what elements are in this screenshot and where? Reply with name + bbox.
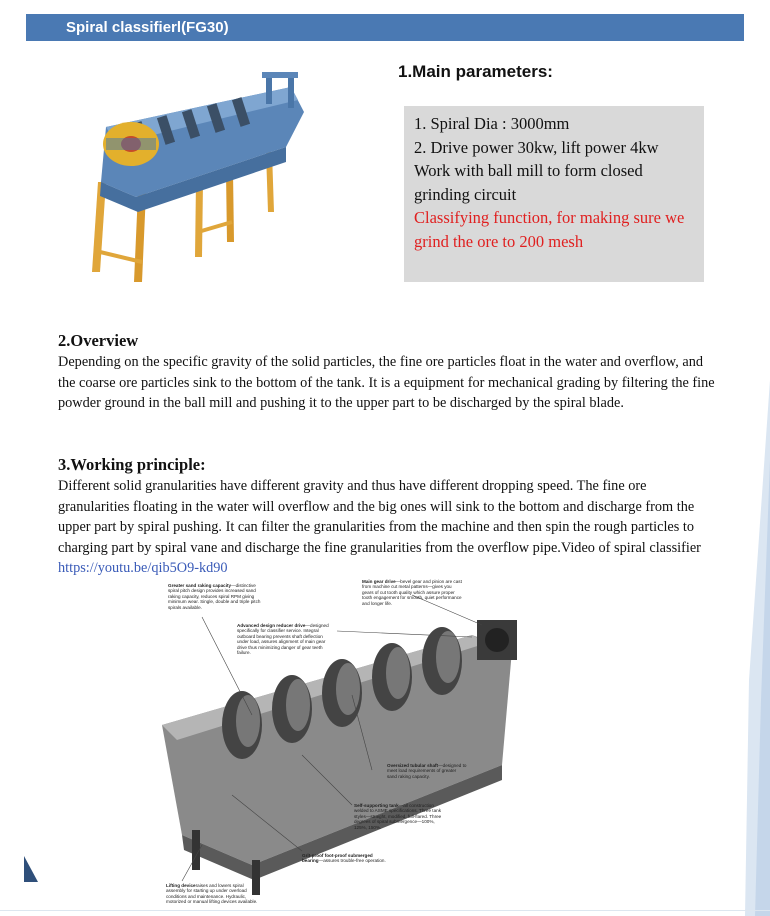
classifier-diagram [142, 575, 542, 915]
param-line: 1. Spiral Dia : 3000mm [414, 114, 570, 133]
classifier-drawing [142, 575, 542, 915]
header-bar [26, 14, 744, 41]
callout-text: —designed to meet load requirements of greater sand raking capacity. [387, 763, 467, 779]
main-parameters-title: 1.Main parameters: [398, 62, 553, 81]
working-principle-section [58, 454, 718, 579]
overview-text: Depending on the specific gravity of the solid particles, the fine ore particles float in the water and overflow, and the coarse ore particles sink to the bottom of the tank. It is a equipment for mechanical grading by filtering the fine powder ground in the ball mill and pushing it to the upper part to be discharged by the spiral blade. [58, 354, 715, 411]
param-line: 2. Drive power 30kw, lift power 4kw [414, 137, 659, 157]
callout-reducer-drive [237, 623, 332, 655]
callout-title: Advanced design reducer drive [237, 623, 306, 628]
callout-title: Grit-proof foot-proof submerged bearing [302, 853, 373, 864]
param-line: Work with ball mill to form closed grinding circuit [414, 161, 643, 204]
callout-text: —bevel gear and pinion are cast from machine cut metal patterns—gives you gears of cut tooth quality which assure proper tooth engagement for smooth, quiet performance and longer life. [362, 579, 462, 606]
main-parameters-box [404, 106, 704, 282]
spiral-classifier-photo [76, 72, 312, 308]
param-highlight: Classifying function, for making sure we grind the ore to 200 mesh [414, 208, 685, 251]
callout-self-supporting-tank [354, 803, 444, 830]
bottom-divider [0, 910, 770, 911]
callout-text: raises and lowers spiral assembly for starting up under overload conditions and maintenance. Hydraulic, motorized or manual lifting devices available. [166, 883, 258, 905]
callout-text: —all construction welded to ASME specifications. Three tank styles—straight, modified, full-flared. Three degrees of spiral submergence—100%, 125%, 150%. [354, 803, 442, 830]
callout-title: Self-supporting tank [354, 803, 399, 808]
video-link[interactable]: https://youtu.be/qib5O9-kd90 [58, 560, 228, 576]
overview-section [58, 330, 718, 414]
callout-submerged-bearing [302, 853, 387, 864]
callout-text: —distinctive spiral pitch design provides increased sand raking capacity, reduces spiral RPM giving minimum wear. Single, double and triple pitch spirals available. [168, 583, 261, 610]
callout-title: Oversized tubular shaft [387, 763, 439, 768]
overview-title: 2.Overview [58, 331, 139, 350]
callout-lifting-device [166, 883, 261, 905]
callout-main-gear [362, 579, 462, 606]
callout-text: —assures trouble-free operation. [318, 858, 386, 864]
callout-sand-raking [168, 583, 263, 610]
decorative-ribbon [745, 380, 770, 916]
working-principle-text [58, 476, 718, 579]
working-principle-body: Different solid granularities have different gravity and thus have different dropping speed. The fine ore granularities floating in the water will overflow and the big ones will sink to the bottom and discharge from the upper part by spiral pushing. It can filter the granularities from the machine and then spin the rough particles to charging part by spiral vane and discharge the fine granularities from the overflow pipe.Video of spiral classifier [58, 478, 701, 556]
page-title: Spiral classifierl(FG30) [66, 19, 229, 36]
callout-title: Main gear drive [362, 579, 396, 584]
decorative-corner [24, 856, 38, 882]
callout-text: —designed specifically for classifier service. Integral outboard bearing prevents shaft deflection under load, assures alignment of main gear drive thus minimizing danger of gear teeth failure. [237, 623, 329, 656]
callout-title: Lifting device [166, 883, 196, 888]
working-principle-title: 3.Working principle: [58, 455, 206, 474]
callout-tubular-shaft [387, 763, 467, 779]
callout-title: Greater sand raking capacity [168, 583, 232, 588]
